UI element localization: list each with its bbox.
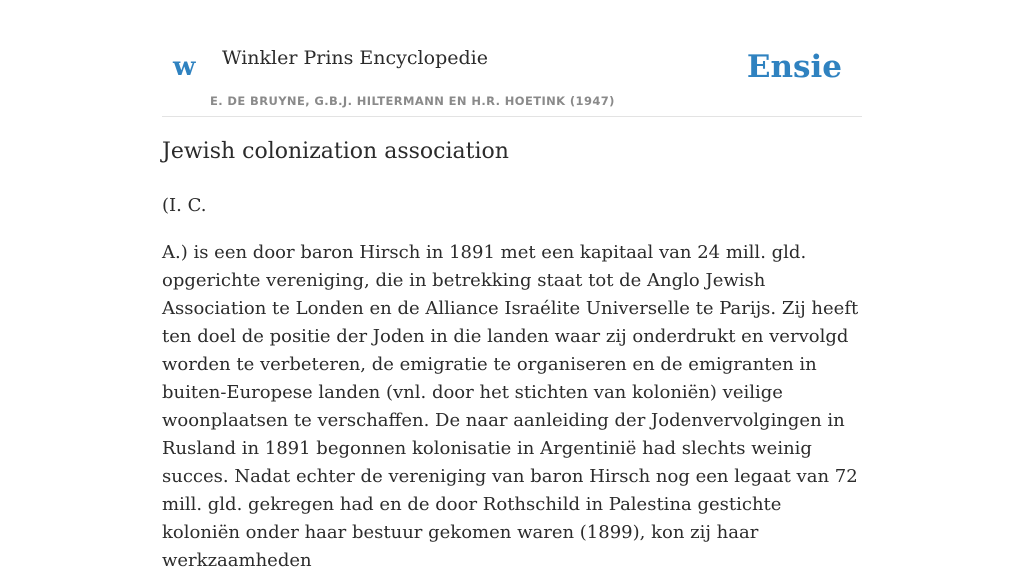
article-paragraph: A.) is een door baron Hirsch in 1891 met een kapitaal van 24 mill. gld. opgerichte vereniging, die in betrekking staat tot de Anglo Jewish Association te Londen en de Alliance Israélite Universelle te Parijs. Zij heeft ten doel de positie der Joden in die landen waar zij onderdrukt en vervolgd worden te verbeteren, de emigratie te organiseren en de emigranten in buiten-Europese landen (vnl. door het stichten van koloniën) veilige woonplaatsen te verschaffen. De naar aanleiding der Jodenvervolgingen in Rusland in 1891 begonnen kolonisatie in Argentinië had slechts weinig succes. Nadat echter de vereniging van baron Hirsch nog een legaat van 72 mill. gld. gekregen had en de door Rothschild in Palestina gestichte koloniën onder haar bestuur gekomen waren (1899), kon zij haar werkzaamheden — [162, 242, 859, 571]
ensie-logo-link[interactable]: Ensie — [746, 49, 842, 85]
article-title: Jewish colonization association — [162, 139, 509, 164]
authors-line: E. DE BRUYNE, G.B.J. HILTERMANN EN H.R. HOETINK (1947) — [210, 94, 615, 108]
site-header — [162, 0, 862, 117]
winkler-prins-logo-icon[interactable]: w — [173, 52, 196, 82]
page — [162, 0, 862, 571]
article-paragraph: (I. C. — [162, 195, 207, 216]
site-title[interactable]: Winkler Prins Encyclopedie — [222, 47, 488, 69]
